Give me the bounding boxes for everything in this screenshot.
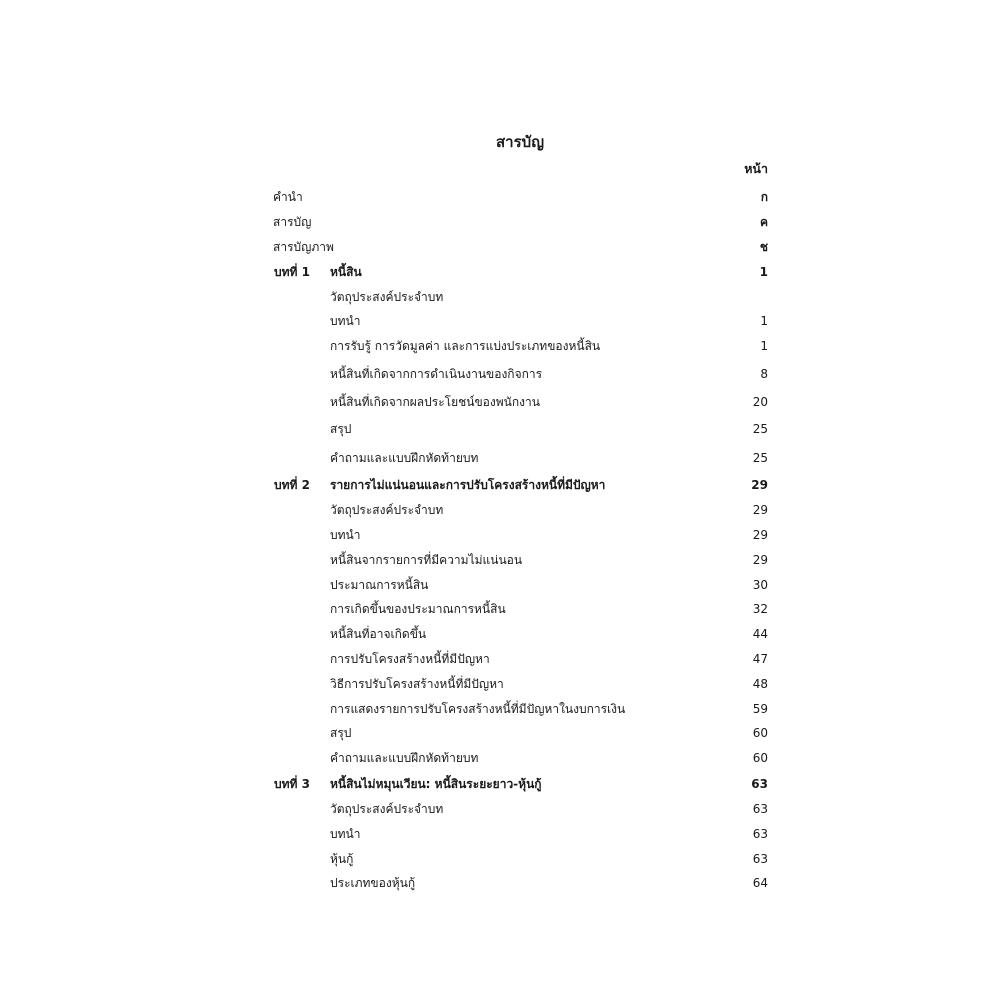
toc-page-number: 59 (752, 702, 768, 716)
toc-entry-label: หนี้สิน (330, 265, 362, 279)
toc-page-number: 47 (752, 652, 768, 666)
toc-section-row (0, 391, 1000, 413)
toc-section-row (0, 673, 1000, 695)
toc-entry-label: บทนำ (330, 827, 361, 841)
toc-chapter-row (0, 261, 1000, 283)
toc-page-number: 64 (752, 876, 768, 890)
toc-entry-label: หุ้นกู้ (330, 852, 354, 866)
toc-page-number: 48 (752, 677, 768, 691)
toc-entry-label: สรุป (330, 422, 352, 436)
toc-page-number: 30 (752, 578, 768, 592)
toc-front-row (0, 236, 1000, 258)
toc-page-number: 29 (752, 528, 768, 542)
toc-section-row (0, 747, 1000, 769)
toc-section-row (0, 574, 1000, 596)
toc-page-number: 1 (760, 314, 768, 328)
toc-section-row (0, 549, 1000, 571)
toc-entry-label: หนี้สินที่อาจเกิดขึ้น (330, 627, 427, 641)
toc-entry-label: คำถามและแบบฝึกหัดท้ายบท (330, 751, 479, 765)
toc-section-row (0, 598, 1000, 620)
toc-section-row (0, 823, 1000, 845)
toc-chapter-number: บทที่ 1 (274, 265, 310, 279)
toc-page-number: 1 (759, 265, 768, 279)
toc-section-row (0, 648, 1000, 670)
toc-section-row (0, 872, 1000, 894)
toc-section-row (0, 447, 1000, 469)
toc-chapter-row (0, 773, 1000, 795)
toc-page-number: 63 (752, 802, 768, 816)
toc-section-row (0, 798, 1000, 820)
toc-front-row (0, 186, 1000, 208)
toc-page-number: 8 (760, 367, 768, 381)
toc-entry-label: วิธีการปรับโครงสร้างหนี้ที่มีปัญหา (330, 677, 504, 691)
toc-section-row (0, 335, 1000, 357)
toc-entry-label: สารบัญภาพ (273, 240, 334, 254)
toc-page-number: 63 (752, 852, 768, 866)
page-column-header: หน้า (744, 161, 768, 176)
toc-page-number: 25 (752, 422, 768, 436)
toc-entry-label: บทนำ (330, 528, 361, 542)
toc-chapter-row (0, 474, 1000, 496)
toc-section-row (0, 848, 1000, 870)
toc-section-row (0, 363, 1000, 385)
toc-entry-label: วัตถุประสงค์ประจำบท (330, 503, 444, 517)
toc-section-row (0, 499, 1000, 521)
toc-front-row (0, 211, 1000, 233)
toc-entry-label: คำถามและแบบฝึกหัดท้ายบท (330, 451, 479, 465)
toc-entry-label: วัตถุประสงค์ประจำบท (330, 290, 444, 304)
toc-section-row (0, 698, 1000, 720)
toc-page-number: 20 (752, 395, 768, 409)
toc-section-row (0, 286, 1000, 308)
toc-chapter-number: บทที่ 2 (274, 478, 310, 492)
toc-entry-label: บทนำ (330, 314, 361, 328)
page-title: สารบัญ (496, 133, 544, 151)
toc-entry-label: สรุป (330, 726, 352, 740)
toc-page-number: 1 (760, 339, 768, 353)
toc-entry-label: การเกิดขึ้นของประมาณการหนี้สิน (330, 602, 506, 616)
toc-page-number: 63 (751, 777, 768, 791)
toc-page-number: 60 (752, 726, 768, 740)
toc-page-number: 60 (752, 751, 768, 765)
toc-entry-label: การแสดงรายการปรับโครงสร้างหนี้ที่มีปัญหาในงบการเงิน (330, 702, 626, 716)
toc-entry-label: คำนำ (273, 190, 303, 204)
toc-section-row (0, 418, 1000, 440)
toc-page-number: 32 (752, 602, 768, 616)
toc-page-number: 63 (752, 827, 768, 841)
toc-entry-label: ประเภทของหุ้นกู้ (330, 876, 416, 890)
toc-entry-label: สารบัญ (273, 215, 312, 229)
toc-section-row (0, 310, 1000, 332)
toc-page-number: 25 (752, 451, 768, 465)
toc-entry-label: หนี้สินที่เกิดจากการดำเนินงานของกิจการ (330, 367, 543, 381)
toc-page-number: 44 (752, 627, 768, 641)
toc-entry-label: หนี้สินจากรายการที่มีความไม่แน่นอน (330, 553, 523, 567)
toc-page-number: 29 (751, 478, 768, 492)
toc-section-row (0, 623, 1000, 645)
toc-entry-label: การปรับโครงสร้างหนี้ที่มีปัญหา (330, 652, 490, 666)
toc-page-number: 29 (752, 553, 768, 567)
toc-entry-label: หนี้สินที่เกิดจากผลประโยชน์ของพนักงาน (330, 395, 540, 409)
toc-section-row (0, 524, 1000, 546)
toc-page-number: ก (760, 190, 768, 204)
toc-page-number: ช (759, 240, 768, 254)
toc-entry-label: รายการไม่แน่นอนและการปรับโครงสร้างหนี้ที่มีปัญหา (330, 478, 606, 492)
toc-entry-label: การรับรู้ การวัดมูลค่า และการแบ่งประเภทของหนี้สิน (330, 339, 601, 353)
toc-section-row (0, 722, 1000, 744)
toc-page-number: ค (759, 215, 768, 229)
toc-entry-label: วัตถุประสงค์ประจำบท (330, 802, 444, 816)
toc-entry-label: ประมาณการหนี้สิน (330, 578, 429, 592)
toc-chapter-number: บทที่ 3 (274, 777, 310, 791)
toc-entry-label: หนี้สินไม่หมุนเวียน: หนี้สินระยะยาว-หุ้นกู้ (330, 777, 542, 791)
toc-page-number: 29 (752, 503, 768, 517)
